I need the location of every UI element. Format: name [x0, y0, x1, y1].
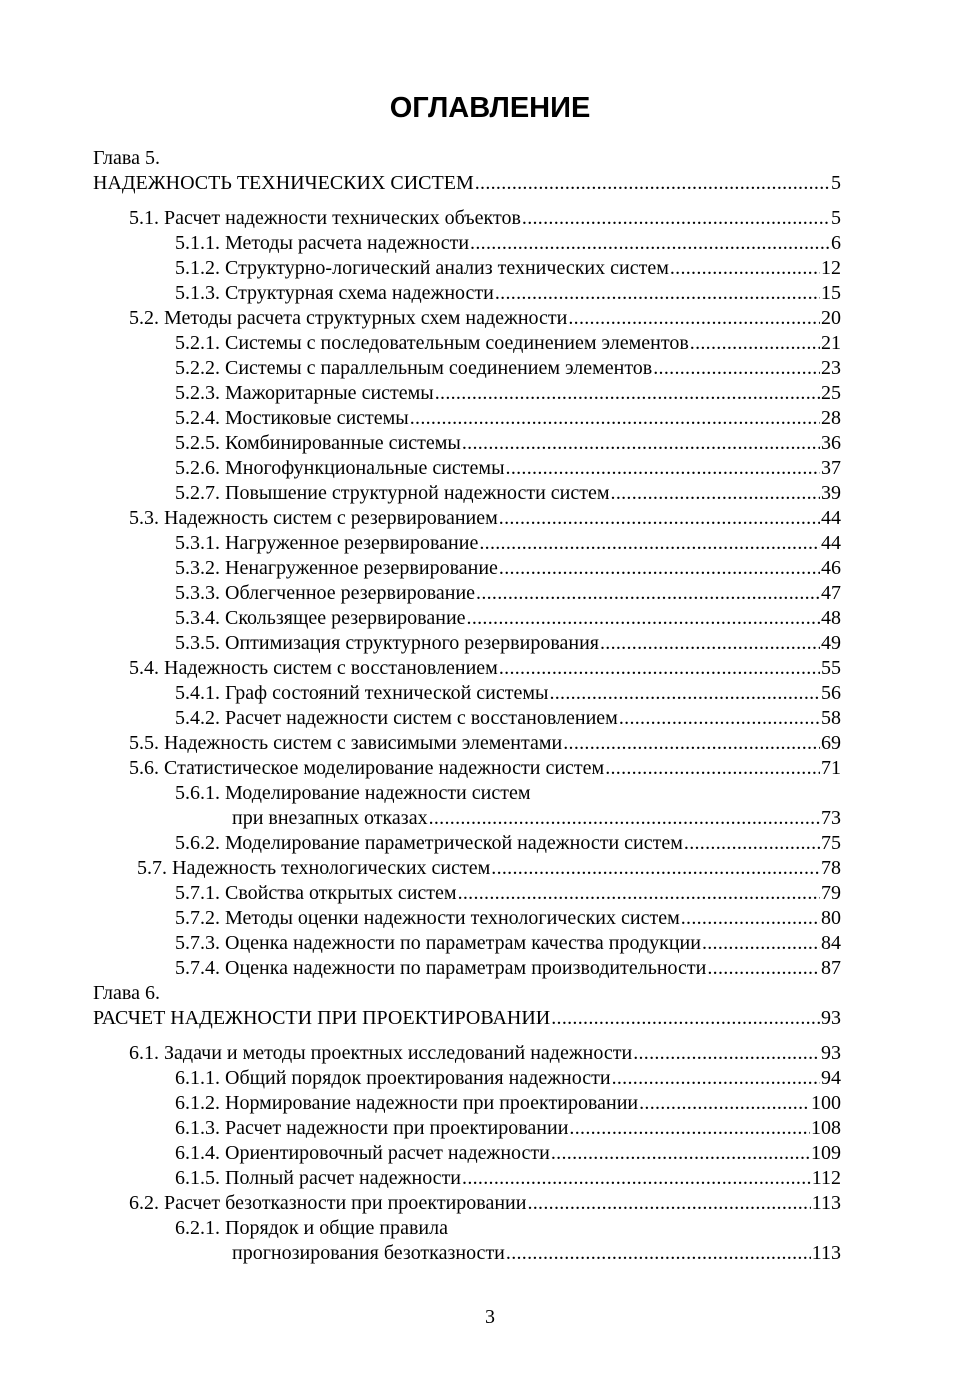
toc-entry-page: 5: [831, 207, 841, 229]
toc-entry-page: 75: [821, 832, 841, 854]
toc-entry-5-3-2[interactable]: [93, 556, 841, 581]
toc-entry-title: 5.5. Надежность систем с зависимыми элементами: [129, 732, 563, 754]
toc-entry-5-4-2[interactable]: [93, 706, 841, 731]
toc-entry-title: 5.4. Надежность систем с восстановлением: [129, 657, 498, 679]
toc-entry-page: 109: [811, 1142, 841, 1164]
dot-leader: [476, 581, 820, 606]
toc-entry-6-2-1-line1[interactable]: 6.2.1. Порядок и общие правила: [175, 1217, 448, 1239]
toc-entry-5-7-1[interactable]: [93, 881, 841, 906]
toc-entry-page: 23: [821, 357, 841, 379]
toc-entry-page: 44: [821, 507, 841, 529]
toc-entry-5-3-1[interactable]: [93, 531, 841, 556]
toc-entry-5-2-4[interactable]: [93, 406, 841, 431]
toc-entry-title: 5.6. Статистическое моделирование надежности систем: [129, 757, 605, 779]
dot-leader: [681, 906, 820, 931]
toc-entry-page: 56: [821, 682, 841, 704]
toc-entry-5-6-1[interactable]: [93, 806, 841, 831]
toc-entry-5-3-4[interactable]: [93, 606, 841, 631]
toc-entry-page: 69: [821, 732, 841, 754]
toc-entry-page: 100: [811, 1092, 841, 1114]
toc-entry-title: 5.4.2. Расчет надежности систем с восстановлением: [175, 707, 618, 729]
toc-entry-page: 39: [821, 482, 841, 504]
toc-entry-5-4[interactable]: [93, 656, 841, 681]
toc-entry-title: НАДЕЖНОСТЬ ТЕХНИЧЕСКИХ СИСТЕМ: [93, 172, 474, 194]
dot-leader: [653, 356, 820, 381]
toc-entry-page: 78: [821, 857, 841, 879]
dot-leader: [568, 306, 820, 331]
dot-leader: [491, 856, 820, 881]
dot-leader: [619, 706, 820, 731]
dot-leader: [690, 331, 820, 356]
page-number: 3: [485, 1306, 495, 1328]
toc-entry-page: 25: [821, 382, 841, 404]
toc-entry-6-1-3[interactable]: [93, 1116, 841, 1141]
dot-leader: [499, 506, 820, 531]
toc-entry-title: при внезапных отказах: [232, 807, 428, 829]
toc-entry-page: 37: [821, 457, 841, 479]
toc-entry-title: 5.6.2. Моделирование параметрической надежности систем: [175, 832, 683, 854]
dot-leader: [435, 381, 820, 406]
toc-entry-title: 5.4.1. Граф состояний технической системы: [175, 682, 549, 704]
toc-entry-title: РАСЧЕТ НАДЕЖНОСТИ ПРИ ПРОЕКТИРОВАНИИ: [93, 1007, 551, 1029]
toc-entry-page: 93: [821, 1042, 841, 1064]
page-title: ОГЛАВЛЕНИЕ: [389, 92, 591, 124]
dot-leader: [499, 656, 820, 681]
dot-leader: [563, 731, 820, 756]
dot-leader: [499, 556, 820, 581]
toc-entry-5-2-3[interactable]: [93, 381, 841, 406]
toc-entry-5-3[interactable]: [93, 506, 841, 531]
toc-entry-5-2[interactable]: [93, 306, 841, 331]
toc-entry-title: 5.1. Расчет надежности технических объектов: [129, 207, 521, 229]
toc-entry-title: 5.1.3. Структурная схема надежности: [175, 282, 494, 304]
toc-entry-5-2-7[interactable]: [93, 481, 841, 506]
toc-entry-6-2-1[interactable]: [93, 1241, 841, 1266]
toc-entry-6-1-4[interactable]: [93, 1141, 841, 1166]
dot-leader: [707, 956, 820, 981]
dot-leader: [495, 281, 820, 306]
dot-leader: [479, 531, 820, 556]
dot-leader: [569, 1116, 810, 1141]
toc-entry-5-7-3[interactable]: [93, 931, 841, 956]
toc-entry-page: 21: [821, 332, 841, 354]
toc-entry-6-2[interactable]: [93, 1191, 841, 1216]
toc-entry-5-2-2[interactable]: [93, 356, 841, 381]
toc-entry-page: 80: [821, 907, 841, 929]
toc-entry-title: 5.3.4. Скользящее резервирование: [175, 607, 466, 629]
dot-leader: [551, 1006, 820, 1031]
toc-entry-title: 6.1.4. Ориентировочный расчет надежности: [175, 1142, 550, 1164]
toc-entry-page: 58: [821, 707, 841, 729]
toc-entry-page: 108: [811, 1117, 841, 1139]
toc-entry-page: 113: [811, 1242, 841, 1264]
dot-leader: [462, 431, 820, 456]
toc-entry-title: 5.2.4. Мостиковые системы: [175, 407, 409, 429]
toc-entry-page: 55: [821, 657, 841, 679]
toc-entry-chapter-6[interactable]: [93, 1006, 841, 1031]
toc-entry-page: 28: [821, 407, 841, 429]
toc-entry-title: 6.1.5. Полный расчет надежности: [175, 1167, 462, 1189]
toc-entry-title: 5.2.7. Повышение структурной надежности систем: [175, 482, 610, 504]
dot-leader: [702, 931, 820, 956]
toc-entry-5-1-2[interactable]: [93, 256, 841, 281]
dot-leader: [611, 481, 820, 506]
toc-entry-title: 5.3.3. Облегченное резервирование: [175, 582, 476, 604]
dot-leader: [470, 231, 830, 256]
toc-entry-6-1-5[interactable]: [93, 1166, 841, 1191]
toc-entry-page: 47: [821, 582, 841, 604]
toc-entry-page: 6: [831, 232, 841, 254]
toc-entry-page: 87: [821, 957, 841, 979]
toc-entry-page: 113: [811, 1192, 841, 1214]
toc-entry-6-1[interactable]: [93, 1041, 841, 1066]
toc-entry-title: 5.3.2. Ненагруженное резервирование: [175, 557, 498, 579]
toc-entry-page: 48: [821, 607, 841, 629]
dot-leader: [612, 1066, 820, 1091]
toc-entry-page: 94: [821, 1067, 841, 1089]
toc-entry-5-1-1[interactable]: [93, 231, 841, 256]
dot-leader: [506, 1241, 811, 1266]
toc-entry-5-6-2[interactable]: [93, 831, 841, 856]
toc-entry-title: 5.1.1. Методы расчета надежности: [175, 232, 470, 254]
toc-entry-title: 6.1.1. Общий порядок проектирования надежности: [175, 1067, 611, 1089]
dot-leader: [549, 681, 820, 706]
toc-entry-page: 73: [821, 807, 841, 829]
toc-entry-page: 79: [821, 882, 841, 904]
toc-entry-5-1-3[interactable]: [93, 281, 841, 306]
toc-entry-title: 5.2.2. Системы с параллельным соединением элементов: [175, 357, 653, 379]
toc-entry-title: 6.1.2. Нормирование надежности при проектировании: [175, 1092, 639, 1114]
dot-leader: [600, 631, 820, 656]
toc-entry-5-7[interactable]: [93, 856, 841, 881]
toc-entry-title: 5.7.2. Методы оценки надежности технологических систем: [175, 907, 680, 929]
dot-leader: [429, 806, 820, 831]
table-of-contents: [93, 146, 841, 1266]
toc-entry-title: 5.1.2. Структурно-логический анализ технических систем: [175, 257, 669, 279]
toc-entry-page: 49: [821, 632, 841, 654]
toc-entry-title: 5.2.3. Мажоритарные системы: [175, 382, 434, 404]
toc-entry-page: 36: [821, 432, 841, 454]
toc-entry-page: 84: [821, 932, 841, 954]
toc-entry-title: 6.1.3. Расчет надежности при проектировании: [175, 1117, 569, 1139]
dot-leader: [458, 881, 820, 906]
dot-leader: [475, 171, 830, 196]
toc-entry-title: 5.7.4. Оценка надежности по параметрам производительности: [175, 957, 707, 979]
toc-entry-title: 5.2.6. Многофункциональные системы: [175, 457, 505, 479]
toc-entry-title: 5.2.5. Комбинированные системы: [175, 432, 461, 454]
toc-entry-page: 46: [821, 557, 841, 579]
chapter-5-label: Глава 5.: [93, 147, 160, 169]
toc-entry-5-7-4[interactable]: [93, 956, 841, 981]
toc-entry-title: 6.1. Задачи и методы проектных исследований надежности: [129, 1042, 633, 1064]
toc-entry-5-6-1-line1[interactable]: 5.6.1. Моделирование надежности систем: [175, 782, 531, 804]
toc-entry-5-7-2[interactable]: [93, 906, 841, 931]
toc-entry-title: 5.7. Надежность технологических систем: [137, 857, 491, 879]
dot-leader: [522, 206, 830, 231]
toc-entry-title: 5.2. Методы расчета структурных схем надежности: [129, 307, 568, 329]
toc-entry-5-1[interactable]: [93, 206, 841, 231]
toc-entry-title: 6.2. Расчет безотказности при проектировании: [129, 1192, 527, 1214]
toc-entry-5-2-6[interactable]: [93, 456, 841, 481]
dot-leader: [462, 1166, 811, 1191]
toc-entry-title: 5.7.1. Свойства открытых систем: [175, 882, 457, 904]
toc-entry-page: 5: [831, 172, 841, 194]
toc-entry-page: 12: [821, 257, 841, 279]
dot-leader: [670, 256, 820, 281]
toc-entry-6-1-1[interactable]: [93, 1066, 841, 1091]
dot-leader: [467, 606, 820, 631]
toc-entry-5-4-1[interactable]: [93, 681, 841, 706]
toc-entry-5-3-5[interactable]: [93, 631, 841, 656]
chapter-6-label: Глава 6.: [93, 982, 160, 1004]
dot-leader: [633, 1041, 820, 1066]
toc-entry-page: 93: [821, 1007, 841, 1029]
toc-entry-page: 112: [811, 1167, 841, 1189]
dot-leader: [551, 1141, 810, 1166]
toc-entry-page: 44: [821, 532, 841, 554]
dot-leader: [605, 756, 820, 781]
dot-leader: [684, 831, 820, 856]
dot-leader: [527, 1191, 810, 1216]
dot-leader: [639, 1091, 810, 1116]
toc-entry-title: прогнозирования безотказности: [232, 1242, 505, 1264]
toc-entry-page: 15: [821, 282, 841, 304]
toc-entry-page: 20: [821, 307, 841, 329]
toc-entry-5-2-5[interactable]: [93, 431, 841, 456]
toc-entry-5-6[interactable]: [93, 756, 841, 781]
toc-entry-title: 5.3. Надежность систем с резервированием: [129, 507, 498, 529]
toc-entry-title: 5.7.3. Оценка надежности по параметрам качества продукции: [175, 932, 701, 954]
dot-leader: [410, 406, 820, 431]
toc-entry-page: 71: [821, 757, 841, 779]
toc-entry-title: 5.3.5. Оптимизация структурного резервирования: [175, 632, 599, 654]
toc-entry-5-5[interactable]: [93, 731, 841, 756]
toc-entry-6-1-2[interactable]: [93, 1091, 841, 1116]
toc-entry-title: 5.2.1. Системы с последовательным соединением элементов: [175, 332, 689, 354]
toc-entry-chapter-5[interactable]: [93, 171, 841, 196]
toc-entry-5-3-3[interactable]: [93, 581, 841, 606]
toc-entry-title: 5.3.1. Нагруженное резервирование: [175, 532, 479, 554]
dot-leader: [506, 456, 820, 481]
toc-entry-5-2-1[interactable]: [93, 331, 841, 356]
